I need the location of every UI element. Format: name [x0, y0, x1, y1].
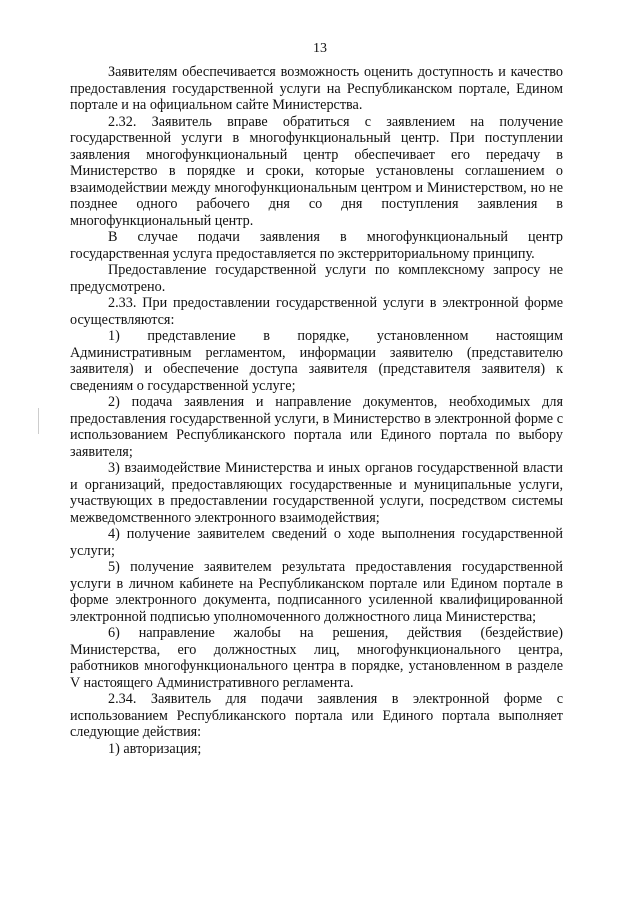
paragraph-2-33-electronic-form: 2.33. При предоставлении государственной услуги в электронной форме осуществляются: — [70, 295, 563, 328]
list-item-authorization: 1) авторизация; — [108, 740, 202, 757]
list-item-6-complaint: 6) направление жалобы на решения, действия (бездействие) Министерства, его должностных лиц, многофункционального центра, работников многофункционального центра в порядке, установленном в разделе V настоящего Административного регламента. — [70, 625, 563, 691]
paragraph-2-32-mfc-application: 2.32. Заявитель вправе обратиться с заявлением на получение государственной услуги в многофункциональный центр. При поступлении заявления многофункциональный центр обеспечивает его передачу в Министерство в порядке и сроки, которые установлены соглашением о взаимодействии между многофункциональным центром и Министерством, но не позднее одного рабочего дня со дня поступления заявления в многофункциональный центр. — [70, 113, 563, 229]
page-body — [70, 64, 563, 757]
list-item-1-information: 1) представление в порядке, установленном настоящим Административным регламентом, информации заявителю (представителю заявителя) и обеспечение доступа заявителя (представителя заявителя) к сведениям о государственной услуге; — [70, 328, 563, 394]
list-item-2-submission: 2) подача заявления и направление документов, необходимых для предоставления государственной услуги, в Министерство в электронной форме с использованием Республиканского портала или Единого портала по выбору заявителя; — [70, 394, 563, 460]
paragraph-extraterritorial-principle: В случае подачи заявления в многофункциональный центр государственная услуга предоставляется по экстерриториальному принципу. — [70, 229, 563, 262]
page-number: 13 — [313, 41, 327, 56]
paragraph-2-34-applicant-actions: 2.34. Заявитель для подачи заявления в электронной форме с использованием Республиканского портала или Единого портала выполняет следующие действия: — [70, 691, 563, 740]
list-item-4-status: 4) получение заявителем сведений о ходе выполнения государственной услуги; — [70, 526, 563, 559]
paragraph-accessibility-assessment: Заявителям обеспечивается возможность оценить доступность и качество предоставления государственной услуги на Республиканском портале, Едином портале и на официальном сайте Министерства. — [70, 64, 563, 113]
paragraph-complex-request: Предоставление государственной услуги по комплексному запросу не предусмотрено. — [70, 262, 563, 295]
scan-margin-mark — [38, 408, 39, 434]
list-item-3-interaction: 3) взаимодействие Министерства и иных органов государственной власти и организаций, предоставляющих государственные и муниципальные услуги, участвующих в предоставлении государственной услуги, посредством системы межведомственного электронного взаимодействия; — [70, 460, 563, 526]
list-item-5-result: 5) получение заявителем результата предоставления государственной услуги в личном кабинете на Республиканском портале или Едином портале в форме электронного документа, подписанного усиленной квалифицированной электронной подписью уполномоченного должностного лица Министерства; — [70, 559, 563, 625]
